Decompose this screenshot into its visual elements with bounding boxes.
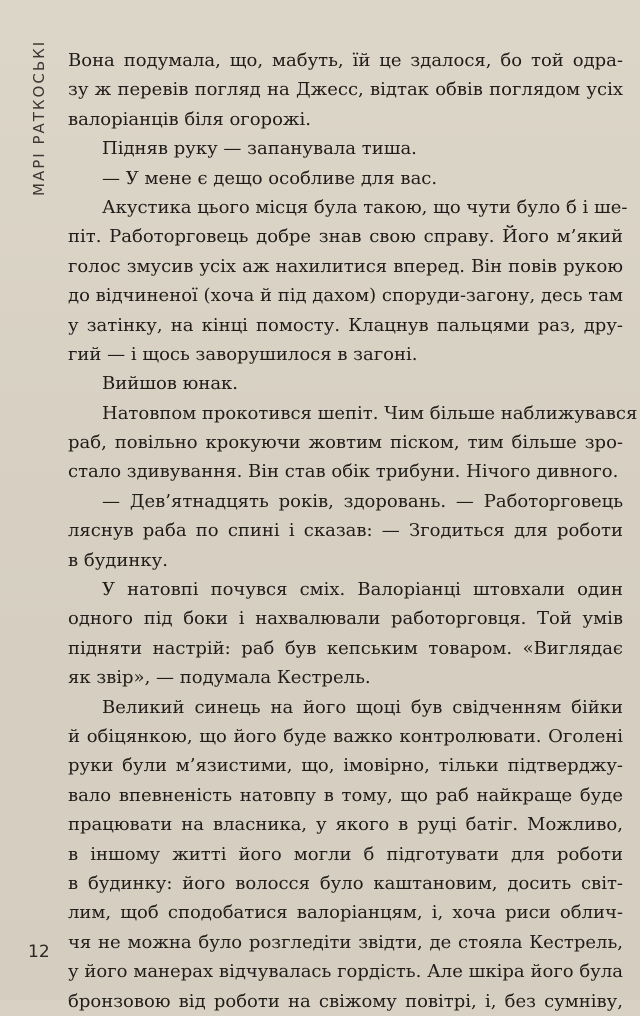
- text-line: у його манерах відчувалась гордість. Але шкіра його була: [68, 961, 623, 983]
- text-line: У натовпі почувся сміх. Валоріанці штовхали один: [102, 579, 623, 601]
- text-line: чя не можна було розгледіти звідти, де стояла Кестрель,: [68, 931, 623, 953]
- text-line: зу ж перевів погляд на Джесс, відтак обвів поглядом усіх: [68, 79, 623, 101]
- text-line: в будинку.: [68, 549, 168, 571]
- paragraph: [68, 134, 623, 163]
- text-line: як звір», — подумала Кестрель.: [68, 667, 371, 689]
- text-line: раб, повільно крокуючи жовтим піском, тим більше зро-: [68, 432, 623, 454]
- text-line: Акустика цього місця була такою, що чути було б і ше-: [102, 196, 628, 218]
- text-line: Вона подумала, що, мабуть, їй це здалося, бо той одра-: [68, 50, 623, 71]
- text-line: стало здивування. Він став обік трибуни. Нічого дивного.: [68, 461, 619, 483]
- paragraph: [68, 693, 623, 1016]
- paragraph: [68, 164, 623, 193]
- text-line: гий — і щось заворушилося в загоні.: [68, 343, 418, 365]
- text-line: й обіцянкою, що його буде важко контролювати. Оголені: [68, 725, 623, 747]
- text-line: Вийшов юнак.: [102, 373, 239, 395]
- text-line: Підняв руку — запанувала тиша.: [102, 138, 417, 160]
- text-line: в будинку: його волосся було каштановим, досить світ-: [68, 872, 623, 894]
- text-line: до відчиненої (хоча й під дахом) споруди-загону, десь там: [68, 285, 623, 307]
- text-line: в іншому житті його могли б підготувати для роботи: [68, 843, 623, 865]
- text-line: підняти настрій: раб був кепським товаром. «Виглядає: [68, 637, 623, 659]
- text-line: — Дев’ятнадцять років, здоровань. — Работорговець: [102, 490, 623, 512]
- running-head: МАРІ РАТКОСЬКІ: [30, 40, 48, 197]
- paragraph: [68, 193, 628, 369]
- text-line: одного під боки і нахвалювали работорговця. Той умів: [68, 608, 623, 630]
- text-line: Натовпом прокотився шепіт. Чим більше наближувався: [102, 402, 638, 424]
- paragraph: [68, 399, 638, 487]
- page-number: 12: [28, 942, 50, 962]
- text-line: валоріанців біля огорожі.: [68, 108, 311, 130]
- paragraph: [68, 369, 623, 398]
- text-line: руки були м’язистими, що, імовірно, тільки підтверджу-: [68, 755, 623, 777]
- text-line: піт. Работорговець добре знав свою справу. Його м’який: [68, 226, 623, 248]
- text-line: Великий синець на його щоці був свідченням бійки: [102, 696, 623, 718]
- body-text: [68, 46, 638, 1016]
- paragraph: [68, 575, 623, 693]
- paragraph: [68, 487, 623, 575]
- paragraph: [68, 46, 623, 134]
- text-line: лим, щоб сподобатися валоріанцям, і, хоча риси облич-: [68, 902, 623, 924]
- text-line: — У мене є дещо особливе для вас.: [102, 167, 438, 189]
- text-line: ляснув раба по спині і сказав: — Згодиться для роботи: [68, 520, 623, 542]
- text-line: у затінку, на кінці помосту. Клацнув пальцями раз, дру-: [68, 314, 623, 336]
- text-line: вало впевненість натовпу в тому, що раб найкраще буде: [68, 784, 623, 806]
- text-line: бронзовою від роботи на свіжому повітрі, і, без сумніву,: [68, 990, 623, 1012]
- text-line: голос змусив усіх аж нахилитися вперед. Він повів рукою: [68, 255, 623, 277]
- text-line: працювати на власника, у якого в руці батіг. Можливо,: [68, 814, 623, 836]
